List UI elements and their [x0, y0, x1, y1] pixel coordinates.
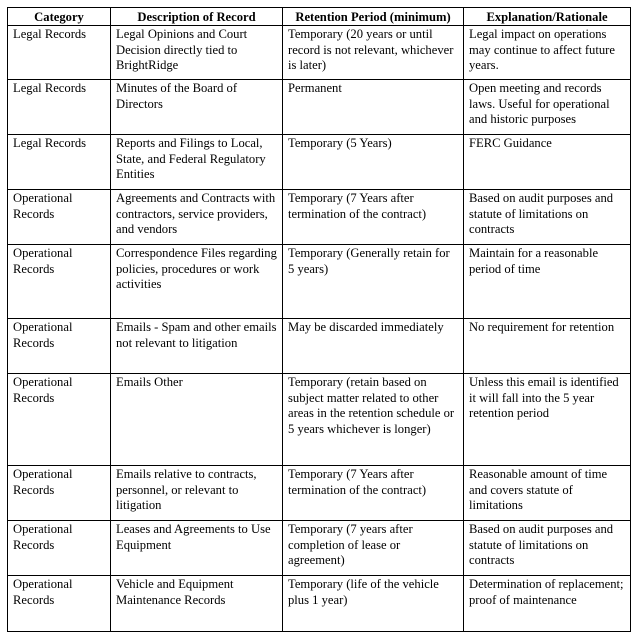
retention-cell: Temporary (5 Years): [283, 135, 464, 190]
header-explanation: Explanation/Rationale: [464, 8, 631, 26]
header-category: Category: [8, 8, 111, 26]
retention-cell: Temporary (7 years after completion of lease or agreement): [283, 521, 464, 576]
description-cell: Vehicle and Equipment Maintenance Records: [111, 576, 283, 632]
retention-cell: May be discarded immediately: [283, 319, 464, 374]
description-cell: Emails relative to contracts, personnel, or relevant to litigation: [111, 466, 283, 521]
rationale-cell: Based on audit purposes and statute of limitations on contracts: [464, 521, 631, 576]
description-cell: Minutes of the Board of Directors: [111, 80, 283, 135]
table-row: [8, 319, 631, 374]
category-cell: Operational Records: [8, 374, 111, 466]
retention-cell: Permanent: [283, 80, 464, 135]
table-row: [8, 190, 631, 245]
rationale-cell: Reasonable amount of time and covers statute of limitations: [464, 466, 631, 521]
rationale-cell: Unless this email is identified it will fall into the 5 year retention period: [464, 374, 631, 466]
retention-cell: Temporary (Generally retain for 5 years): [283, 245, 464, 319]
table-row: [8, 374, 631, 466]
rationale-cell: Open meeting and records laws. Useful for operational and historic purposes: [464, 80, 631, 135]
description-cell: Emails - Spam and other emails not relevant to litigation: [111, 319, 283, 374]
description-cell: Emails Other: [111, 374, 283, 466]
category-cell: Operational Records: [8, 190, 111, 245]
retention-cell: Temporary (7 Years after termination of the contract): [283, 466, 464, 521]
description-cell: Agreements and Contracts with contractors, service providers, and vendors: [111, 190, 283, 245]
table-row: [8, 576, 631, 632]
rationale-cell: Based on audit purposes and statute of limitations on contracts: [464, 190, 631, 245]
table-row: [8, 521, 631, 576]
header-row: [8, 8, 631, 26]
header-description: Description of Record: [111, 8, 283, 26]
category-cell: Legal Records: [8, 26, 111, 80]
rationale-cell: FERC Guidance: [464, 135, 631, 190]
rationale-cell: Determination of replacement; proof of maintenance: [464, 576, 631, 632]
category-cell: Operational Records: [8, 466, 111, 521]
retention-schedule-table: [7, 7, 631, 632]
table-row: [8, 26, 631, 80]
table-row: [8, 466, 631, 521]
header-retention-period: Retention Period (minimum): [283, 8, 464, 26]
description-cell: Legal Opinions and Court Decision directly tied to BrightRidge: [111, 26, 283, 80]
rationale-cell: Legal impact on operations may continue to affect future years.: [464, 26, 631, 80]
description-cell: Leases and Agreements to Use Equipment: [111, 521, 283, 576]
category-cell: Operational Records: [8, 245, 111, 319]
rationale-cell: No requirement for retention: [464, 319, 631, 374]
retention-cell: Temporary (20 years or until record is not relevant, whichever is later): [283, 26, 464, 80]
table-row: [8, 80, 631, 135]
category-cell: Legal Records: [8, 80, 111, 135]
retention-cell: Temporary (retain based on subject matter related to other areas in the retention schedule or 5 years whichever is longer): [283, 374, 464, 466]
retention-cell: Temporary (7 Years after termination of the contract): [283, 190, 464, 245]
category-cell: Legal Records: [8, 135, 111, 190]
rationale-cell: Maintain for a reasonable period of time: [464, 245, 631, 319]
table-row: [8, 245, 631, 319]
retention-cell: Temporary (life of the vehicle plus 1 year): [283, 576, 464, 632]
description-cell: Correspondence Files regarding policies, procedures or work activities: [111, 245, 283, 319]
category-cell: Operational Records: [8, 576, 111, 632]
category-cell: Operational Records: [8, 521, 111, 576]
description-cell: Reports and Filings to Local, State, and Federal Regulatory Entities: [111, 135, 283, 190]
table-row: [8, 135, 631, 190]
category-cell: Operational Records: [8, 319, 111, 374]
